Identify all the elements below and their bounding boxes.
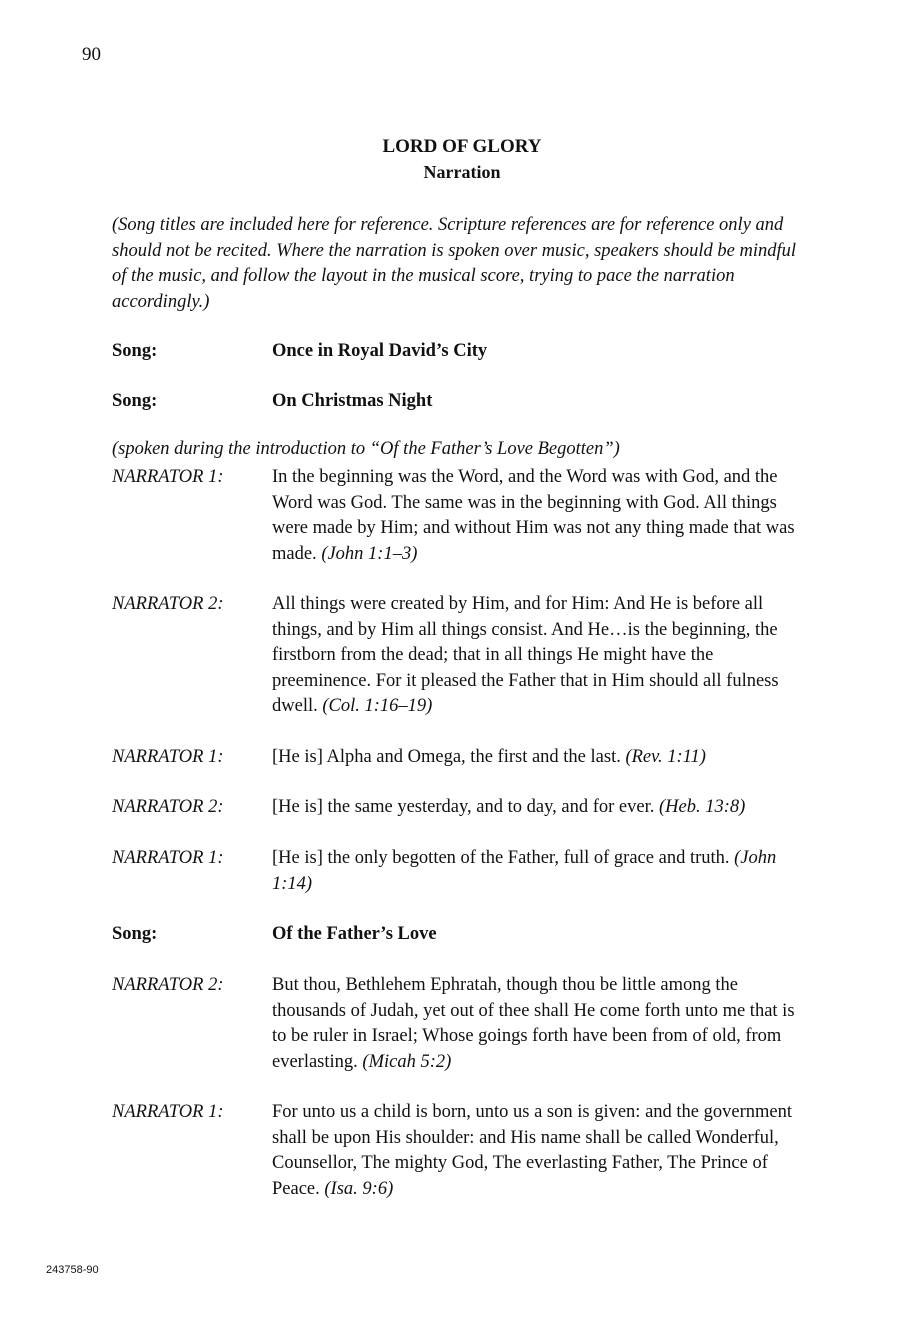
page-title: LORD OF GLORY (382, 136, 542, 157)
footer-code: 243758-90 (46, 1264, 99, 1276)
song-title: Once in Royal David’s City (272, 341, 488, 361)
song-label: Song: (112, 924, 158, 944)
song-title: On Christmas Night (272, 391, 433, 411)
page-number: 90 (82, 44, 101, 65)
scripture-reference: (Heb. 13:8) (658, 797, 746, 817)
scripture-reference: (John 1:14) (272, 848, 777, 894)
page-subtitle: Narration (423, 162, 501, 182)
narration-text: All things were created by Him, and for Him: And He is before all things, and by Him all things consist. And He…is the beginning, the firstborn from the dead; that in all things He might have the preeminence. For it pleased the Father that in Him should all fulness dwell. (Col. 1:16–19) (272, 594, 779, 716)
scripture-reference: (John 1:1–3) (321, 543, 418, 564)
speaker-label: NARRATOR 1: (112, 848, 224, 868)
narration-text: [He is] the only begotten of the Father, full of grace and truth. (John 1:14) (272, 848, 777, 894)
narration-text: For unto us a child is born, unto us a son is given: and the government shall be upon His shoulder: and His name shall be called Wonderful, Counsellor, The mighty God, The everlasting Father, The Prince of Peace. (Isa. 9:6) (272, 1102, 792, 1199)
narration-text: [He is] Alpha and Omega, the first and the last. (Rev. 1:11) (272, 747, 706, 767)
scripture-reference: (Micah 5:2) (362, 1051, 452, 1072)
stage-direction: (spoken during the introduction to “Of the Father’s Love Begotten”) (112, 439, 620, 459)
scripture-reference: (Col. 1:16–19) (322, 696, 433, 716)
speaker-label: NARRATOR 1: (112, 747, 224, 767)
speaker-label: NARRATOR 1: (112, 467, 224, 487)
speaker-label: NARRATOR 2: (112, 797, 224, 817)
song-label: Song: (112, 341, 158, 361)
speaker-label: NARRATOR 2: (112, 594, 224, 614)
speaker-label: NARRATOR 2: (112, 975, 224, 995)
scripture-reference: (Isa. 9:6) (324, 1178, 394, 1199)
speaker-label: NARRATOR 1: (112, 1102, 224, 1122)
narration-text: [He is] the same yesterday, and to day, and for ever. (Heb. 13:8) (272, 797, 746, 817)
narration-text: But thou, Bethlehem Ephratah, though thou be little among the thousands of Judah, yet out of thee shall He come forth unto me that is to be ruler in Israel; Whose goings forth have been from of old, from everlasting. (Micah 5:2) (272, 975, 795, 1072)
scripture-reference: (Rev. 1:11) (625, 747, 706, 767)
song-label: Song: (112, 391, 158, 411)
song-title: Of the Father’s Love (272, 924, 437, 944)
instructions-paragraph: (Song titles are included here for reference. Scripture references are for reference only and should not be recited. Where the narration is spoken over music, speakers should be mindful of the music, and follow the layout in the musical score, trying to pace the narration accordingly.) (112, 215, 797, 312)
narration-text: In the beginning was the Word, and the Word was with God, and the Word was God. The same was in the beginning with God. All things were made by Him; and without Him was not any thing made that was made. (John 1:1–3) (272, 467, 795, 564)
